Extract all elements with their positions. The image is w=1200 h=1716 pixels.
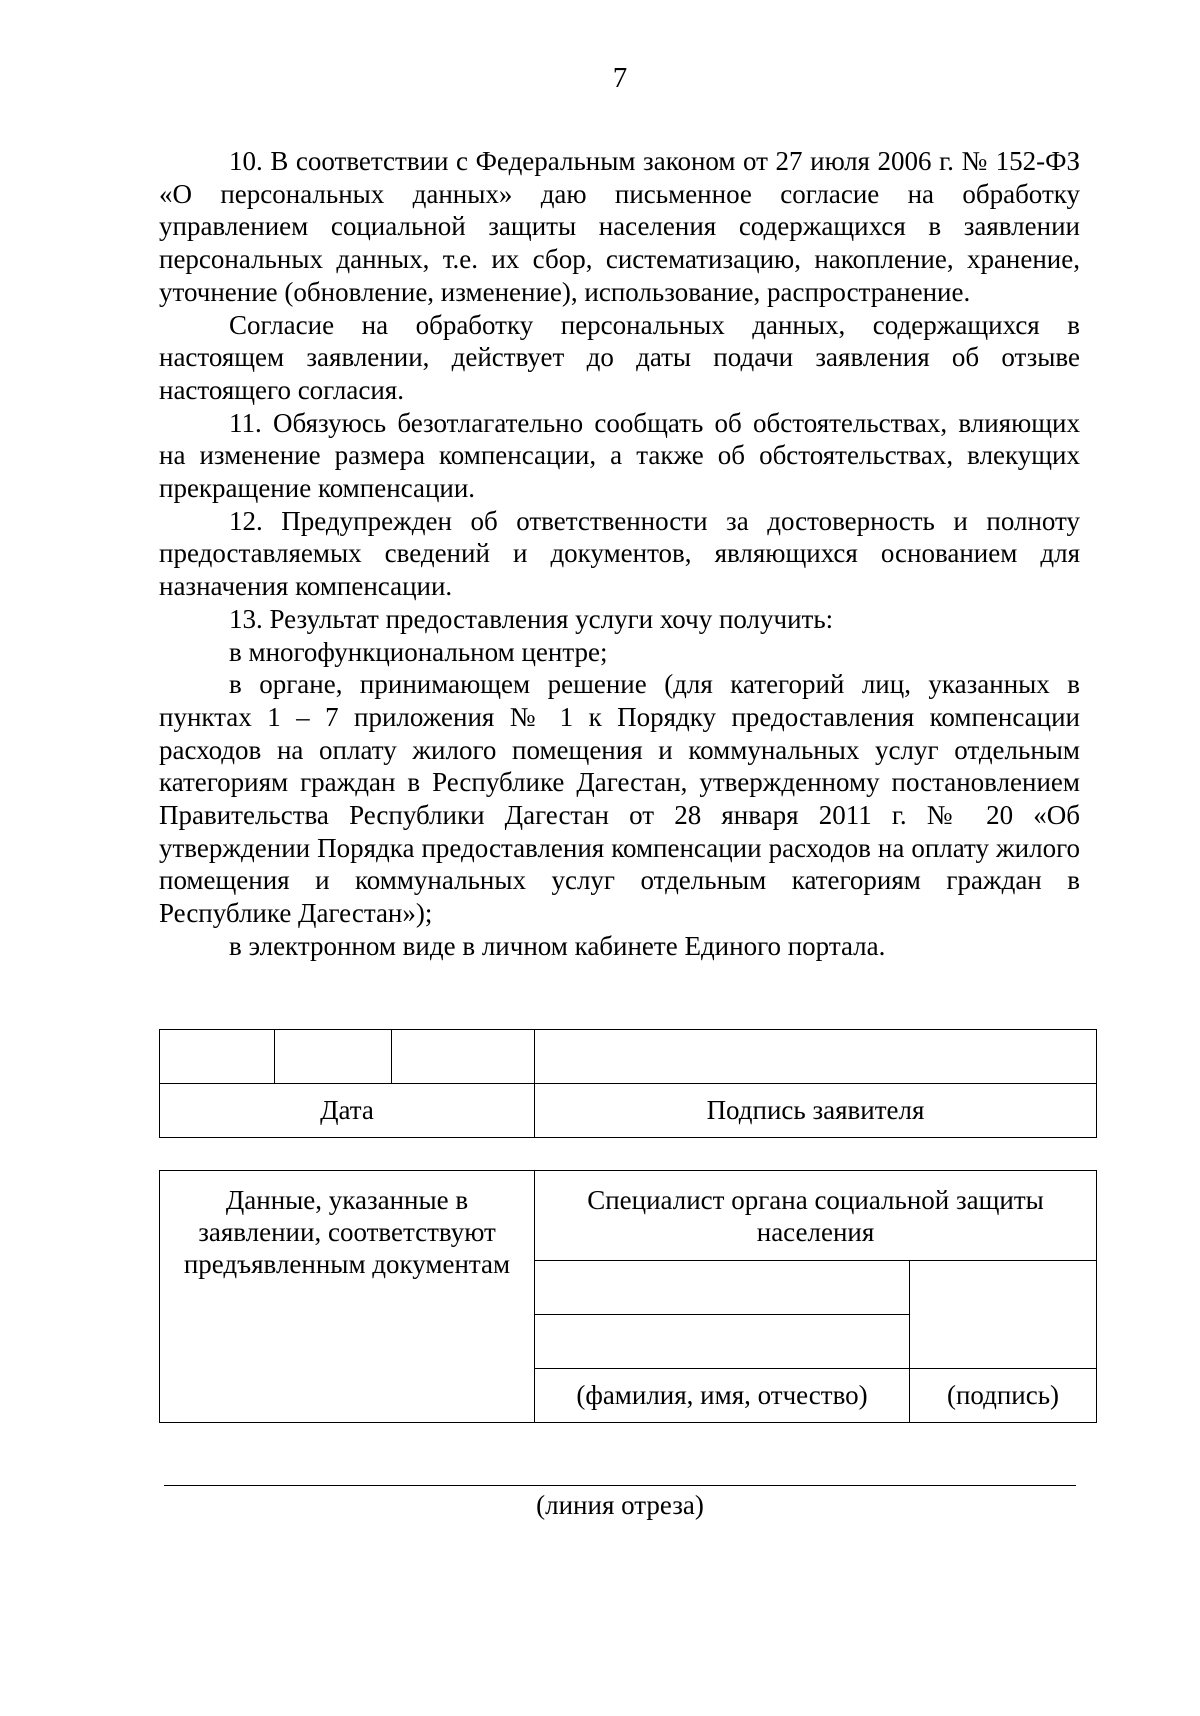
page-number: 7 bbox=[612, 62, 628, 94]
verification-text: Данные, указанные в заявлении, соответствуют предъявленным документам bbox=[160, 1171, 535, 1423]
date-month-cell[interactable] bbox=[275, 1030, 392, 1084]
application-text bbox=[159, 145, 1080, 963]
specialist-signature-cell[interactable] bbox=[910, 1261, 1097, 1369]
name-caption: (фамилия, имя, отчество) bbox=[535, 1369, 910, 1423]
option-portal: в электронном виде в личном кабинете Единого портала. bbox=[229, 930, 886, 961]
applicant-signature-cell[interactable] bbox=[535, 1030, 1097, 1084]
signature-caption: (подпись) bbox=[910, 1369, 1097, 1423]
specialist-name-line-2[interactable] bbox=[535, 1315, 910, 1369]
paragraph-10-consent: Согласие на обработку персональных данных, содержащихся в настоящем заявлении, действует до даты подачи заявления об отзыве настоящего согласия. bbox=[159, 309, 1080, 405]
paragraph-10: 10. В соответствии с Федеральным законом от 27 июля 2006 г. № 152-ФЗ «О персональных данных» даю письменное согласие на обработку управлением социальной защиты населения содержащихся в заявлении персональных данных, т.е. их сбор, систематизацию, накопление, хранение, уточнение (обновление, изменение), использование, распространение. bbox=[159, 146, 1080, 307]
date-label: Дата bbox=[160, 1084, 535, 1138]
cut-line-label: (линия отреза) bbox=[536, 1490, 704, 1520]
specialist-table bbox=[159, 1170, 1097, 1423]
option-organ: в органе, принимающем решение (для категорий лиц, указанных в пунктах 1 – 7 приложения № 1 к Порядку предоставления компенсации расходов на оплату жилого помещения и коммунальных услуг отдельным категориям граждан в Республике Дагестан, утвержденному постановлением Правительства Республики Дагестан от 28 января 2011 г. № 20 «Об утверждении Порядка предоставления компенсации расходов на оплату жилого помещения и коммунальных услуг отдельным категориям граждан в Республике Дагестан»); bbox=[159, 669, 1080, 929]
paragraph-13: 13. Результат предоставления услуги хочу получить: bbox=[229, 603, 834, 634]
date-year-cell[interactable] bbox=[392, 1030, 535, 1084]
paragraph-12: 12. Предупрежден об ответственности за достоверность и полноту предоставляемых сведений и документов, являющихся основанием для назначения компенсации. bbox=[159, 505, 1080, 602]
date-signature-table bbox=[159, 1029, 1097, 1138]
signature-label: Подпись заявителя bbox=[535, 1084, 1097, 1138]
specialist-header: Специалист органа социальной защиты населения bbox=[535, 1171, 1097, 1261]
specialist-name-line-1[interactable] bbox=[535, 1261, 910, 1315]
date-day-cell[interactable] bbox=[160, 1030, 275, 1084]
cut-line bbox=[164, 1485, 1076, 1486]
option-mfc: в многофункциональном центре; bbox=[229, 636, 608, 667]
paragraph-11: 11. Обязуюсь безотлагательно сообщать об обстоятельствах, влияющих на изменение размера компенсации, а также об обстоятельствах, влекущих прекращение компенсации. bbox=[159, 407, 1080, 504]
